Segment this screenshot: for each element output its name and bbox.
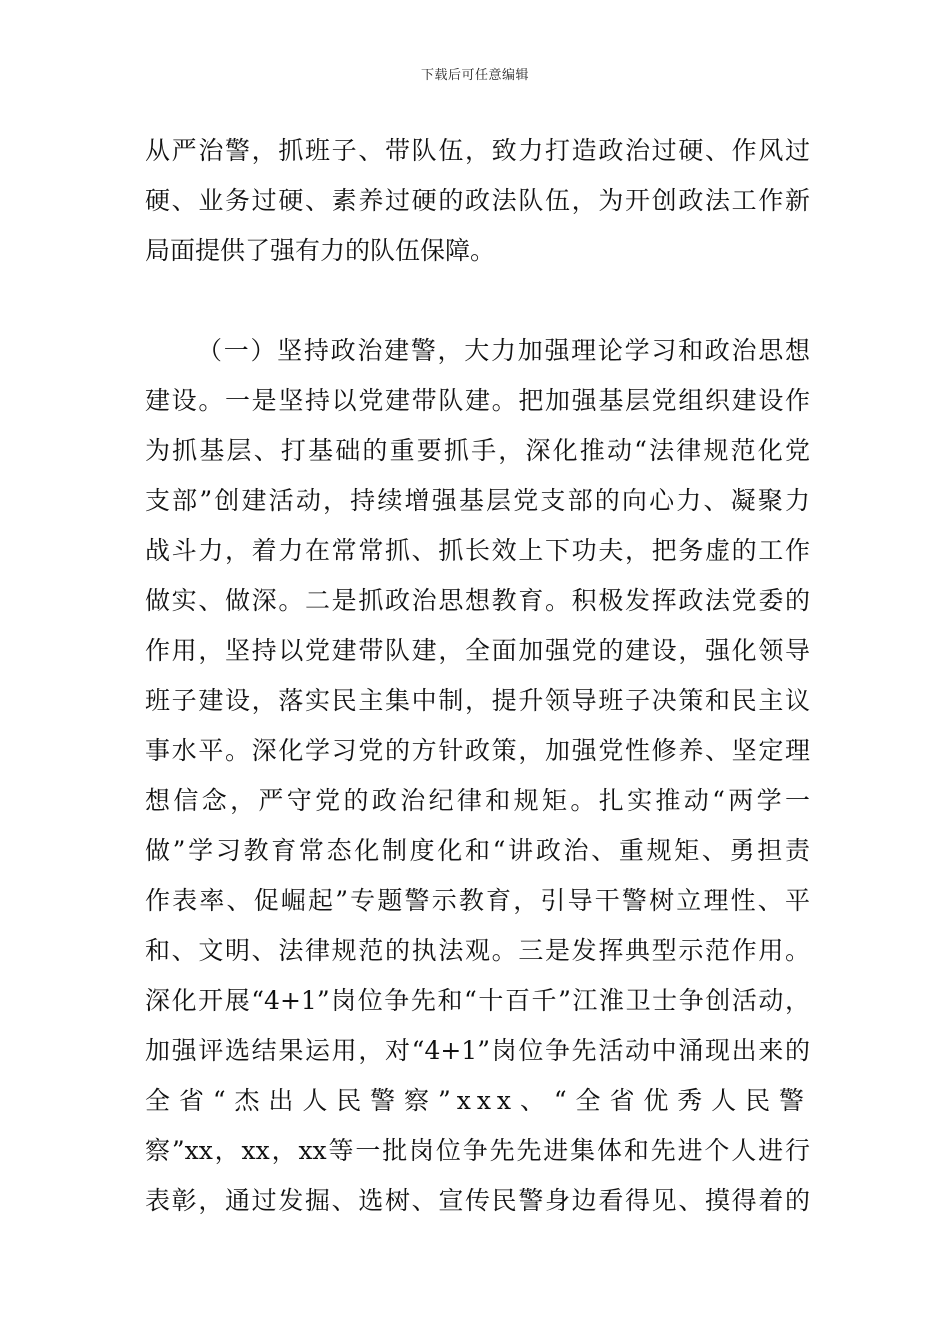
text-line: 支部”创建活动，持续增强基层党支部的向心力、凝聚力	[145, 486, 810, 515]
text-line: 建设。一是坚持以党建带队建。把加强基层党组织建设作	[145, 386, 810, 415]
text-line: 硬、业务过硬、素养过硬的政法队伍，为开创政法工作新	[145, 186, 810, 215]
text-line: 作表率、促崛起”专题警示教育，引导干警树立理性、平	[145, 886, 810, 915]
text-line: 全省“杰出人民警察”xxx、“全省优秀人民警	[145, 1086, 810, 1115]
text-line: 深化开展“4+1”岗位争先和“十百千”江淮卫士争创活动，	[145, 986, 810, 1015]
text-line: （一）坚持政治建警，大力加强理论学习和政治思想	[197, 336, 810, 365]
text-line: 做”学习教育常态化制度化和“讲政治、重规矩、勇担责	[145, 836, 810, 865]
text-line: 想信念，严守党的政治纪律和规矩。扎实推动“两学一	[145, 786, 810, 815]
text-line: 表彰，通过发掘、选树、宣传民警身边看得见、摸得着的	[145, 1186, 810, 1215]
text-line: 从严治警，抓班子、带队伍，致力打造政治过硬、作风过	[145, 136, 810, 165]
text-line: 局面提供了强有力的队伍保障。	[145, 236, 496, 265]
text-line: 察”xx，xx，xx等一批岗位争先先进集体和先进个人进行	[145, 1136, 810, 1165]
text-line: 加强评选结果运用，对“4+1”岗位争先活动中涌现出来的	[145, 1036, 810, 1065]
text-line: 为抓基层、打基础的重要抓手，深化推动“法律规范化党	[145, 436, 810, 465]
text-line: 和、文明、法律规范的执法观。三是发挥典型示范作用。	[145, 936, 810, 965]
text-line: 事水平。深化学习党的方针政策，加强党性修养、坚定理	[145, 736, 810, 765]
text-line: 做实、做深。二是抓政治思想教育。积极发挥政法党委的	[145, 586, 810, 615]
text-line: 战斗力，着力在常常抓、抓长效上下功夫，把务虚的工作	[145, 536, 810, 565]
page-header-note: 下载后可任意编辑	[420, 68, 529, 83]
text-line: 作用，坚持以党建带队建，全面加强党的建设，强化领导	[145, 636, 810, 665]
text-line: 班子建设，落实民主集中制，提升领导班子决策和民主议	[145, 686, 810, 715]
